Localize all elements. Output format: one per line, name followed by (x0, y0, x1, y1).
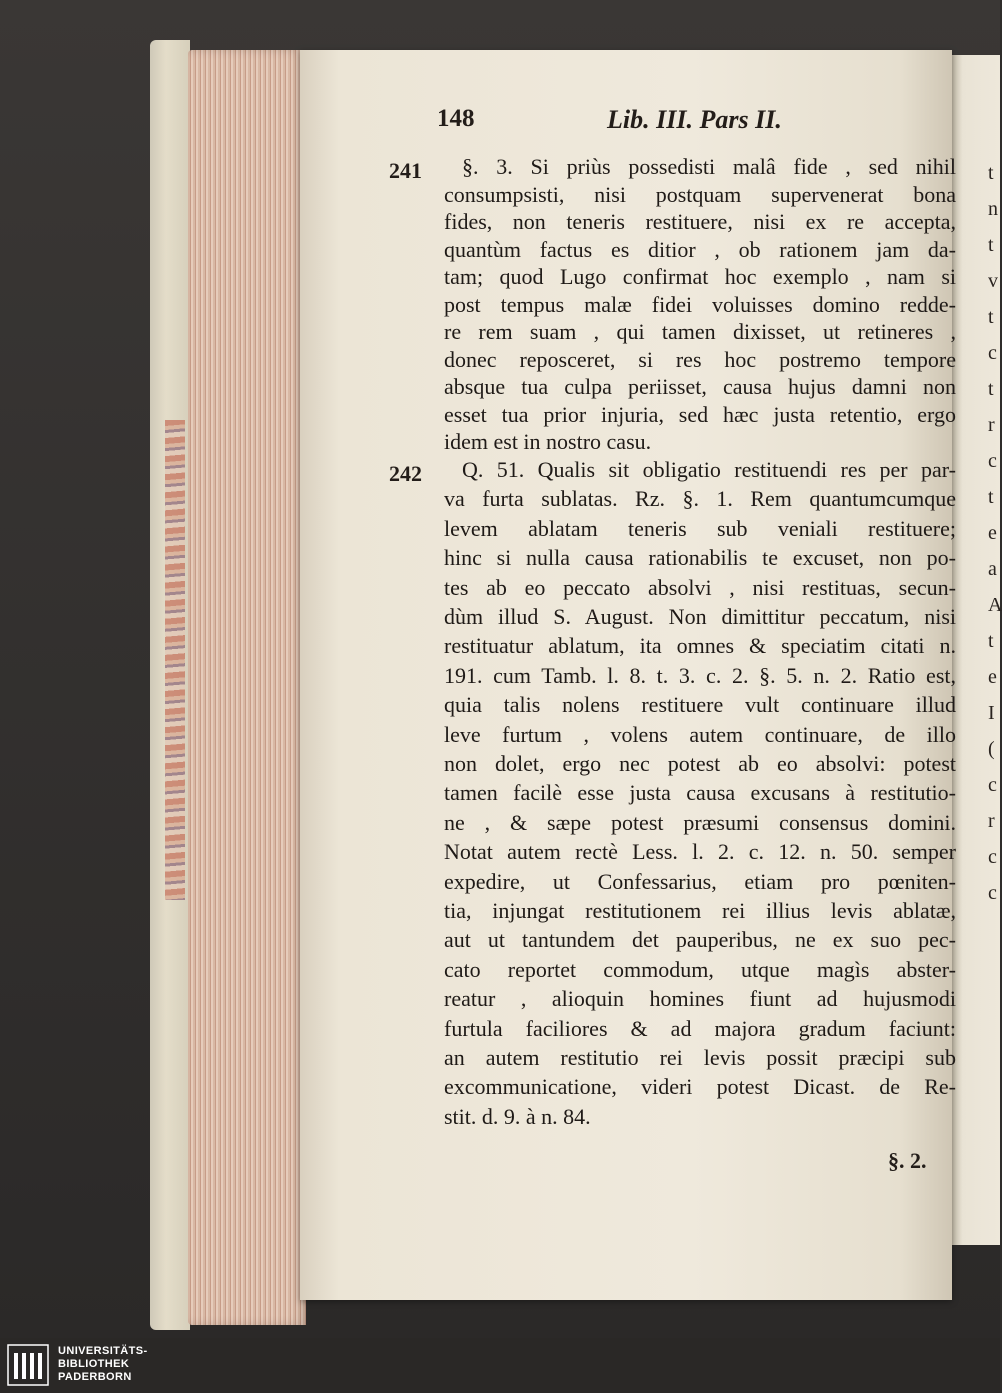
paragraph-242-line: levem ablatam teneris sub veniali restituere; (444, 515, 956, 541)
facing-page-letter: c (988, 846, 997, 868)
paragraph-242-line: Notat autem rectè Less. l. 2. c. 12. n. 50. semper (444, 839, 956, 865)
facing-page-letter: t (988, 162, 994, 184)
page-edges (188, 50, 306, 1325)
logo-line-1: UNIVERSITÄTS- (58, 1345, 148, 1357)
facing-page-letter: t (988, 486, 994, 508)
paragraph-241-line: consumpsisti, nisi postquam supervenerat bona (444, 181, 956, 207)
facing-page-letter: a (988, 558, 997, 580)
facing-page-letter: c (988, 342, 997, 364)
facing-page-letter: A (988, 594, 1002, 616)
paragraph-242-line: tes ab eo peccato absolvi , nisi restituas, secun- (444, 574, 956, 600)
paragraph-242-line: restituatur ablatum, ita omnes & speciatim citati n. (444, 633, 956, 659)
paragraph-242-line: quia talis nolens restituere vult continuare illud (444, 692, 956, 718)
paragraph-242-line: leve furtum , volens autem continuare, de illo (444, 721, 956, 747)
facing-page-letter: t (988, 234, 994, 256)
paragraph-241-line: donec reposceret, si res hoc postremo tempore (444, 346, 956, 372)
paragraph-241-line: idem est in nostro casu. (444, 429, 652, 454)
logo-line-2: BIBLIOTHEK (58, 1358, 130, 1370)
paragraph-242-line: stit. d. 9. à n. 84. (444, 1103, 591, 1129)
library-logo-icon (6, 1343, 50, 1387)
facing-page-letter: c (988, 774, 997, 796)
paragraph-242-line: Q. 51. Qualis sit obligatio restituendi res per par- (462, 457, 956, 482)
facing-page-letter: t (988, 630, 994, 652)
paragraph-242-line: excommunicatione, videri potest Dicast. de Re- (444, 1074, 956, 1100)
facing-page-letter: n (988, 198, 998, 220)
paragraph-241-line: absque tua culpa periisset, causa hujus damni non (444, 374, 956, 399)
running-title: Lib. III. Pars II. (607, 105, 782, 134)
facing-page-letter: r (988, 414, 995, 436)
margin-number-241: 241 (389, 158, 422, 183)
paragraph-241-line: fides, non teneris restituere, nisi ex re accepta, (444, 209, 956, 234)
paragraph-241-line: quantùm factus es ditior , ob rationem jam da- (444, 236, 956, 262)
paragraph-241-line: post tempus malæ fidei voluisses domino redde- (444, 291, 956, 317)
paragraph-241-line: re rem suam , qui tamen dixisset, ut retineres , (444, 319, 956, 344)
page-header (437, 105, 837, 141)
paragraph-242-line: expedire, ut Confessarius, etiam pro pœniten- (444, 868, 956, 894)
paragraph-242-line: aut ut tantundem det pauperibus, ne ex suo pec- (444, 927, 956, 953)
facing-page-letter: t (988, 306, 994, 328)
paragraph-242-line: dùm illud S. August. Non dimittitur peccatum, nisi (444, 604, 956, 629)
facing-page-letter: t (988, 378, 994, 400)
facing-page-letter: c (988, 450, 997, 472)
paragraph-242-line: tia, injungat restitutionem rei illius levis ablatæ, (444, 898, 956, 923)
catchword: §. 2. (888, 1148, 927, 1173)
margin-number-242: 242 (389, 461, 422, 486)
paragraph-242-line: non dolet, ergo nec potest ab eo absolvi: potest (444, 751, 956, 776)
paragraph-242-line: cato reportet commodum, utque magìs abster- (444, 956, 956, 982)
facing-page-letter: e (988, 522, 997, 544)
facing-page-letter: e (988, 666, 997, 688)
paragraph-241-line: §. 3. Si priùs possedisti malâ fide , sed nihil (462, 154, 956, 179)
paragraph-242-line: an autem restitutio rei levis possit præcipi sub (444, 1045, 956, 1070)
paragraph-242-line: 191. cum Tamb. l. 8. t. 3. c. 2. §. 5. n. 2. Ratio est, (444, 662, 956, 688)
facing-page-letter: v (988, 270, 998, 292)
facing-page-letter: c (988, 882, 997, 904)
facing-page-letter: ( (988, 738, 995, 760)
facing-page-letter: I (988, 702, 995, 724)
footer-bar (0, 1338, 1000, 1393)
paragraph-242-line: va furta sublatas. Rz. §. 1. Rem quantumcumque (444, 486, 956, 512)
library-logo-text (58, 1345, 148, 1384)
paragraph-242-line: tamen facilè esse justa causa excusans à restitutio- (444, 780, 956, 806)
paragraph-241-line: esset tua prior injuria, sed hæc justa retentio, ergo (444, 401, 956, 427)
page-number: 148 (437, 105, 475, 132)
facing-page-letter: r (988, 810, 995, 832)
paragraph-242-line: ne , & sæpe potest præsumi consensus domini. (444, 809, 956, 835)
paragraph-242-line: reatur , alioquin homines fiunt ad hujusmodi (444, 986, 956, 1012)
paragraph-241-line: tam; quod Lugo confirmat hoc exemplo , nam si (444, 264, 956, 289)
logo-line-3: PADERBORN (58, 1371, 132, 1383)
paragraph-242-line: hinc si nulla causa rationabilis te excuset, non po- (444, 545, 956, 571)
paragraph-242-line: furtula faciliores & ad majora gradum faciunt: (444, 1015, 956, 1041)
marbled-edge (165, 420, 185, 900)
